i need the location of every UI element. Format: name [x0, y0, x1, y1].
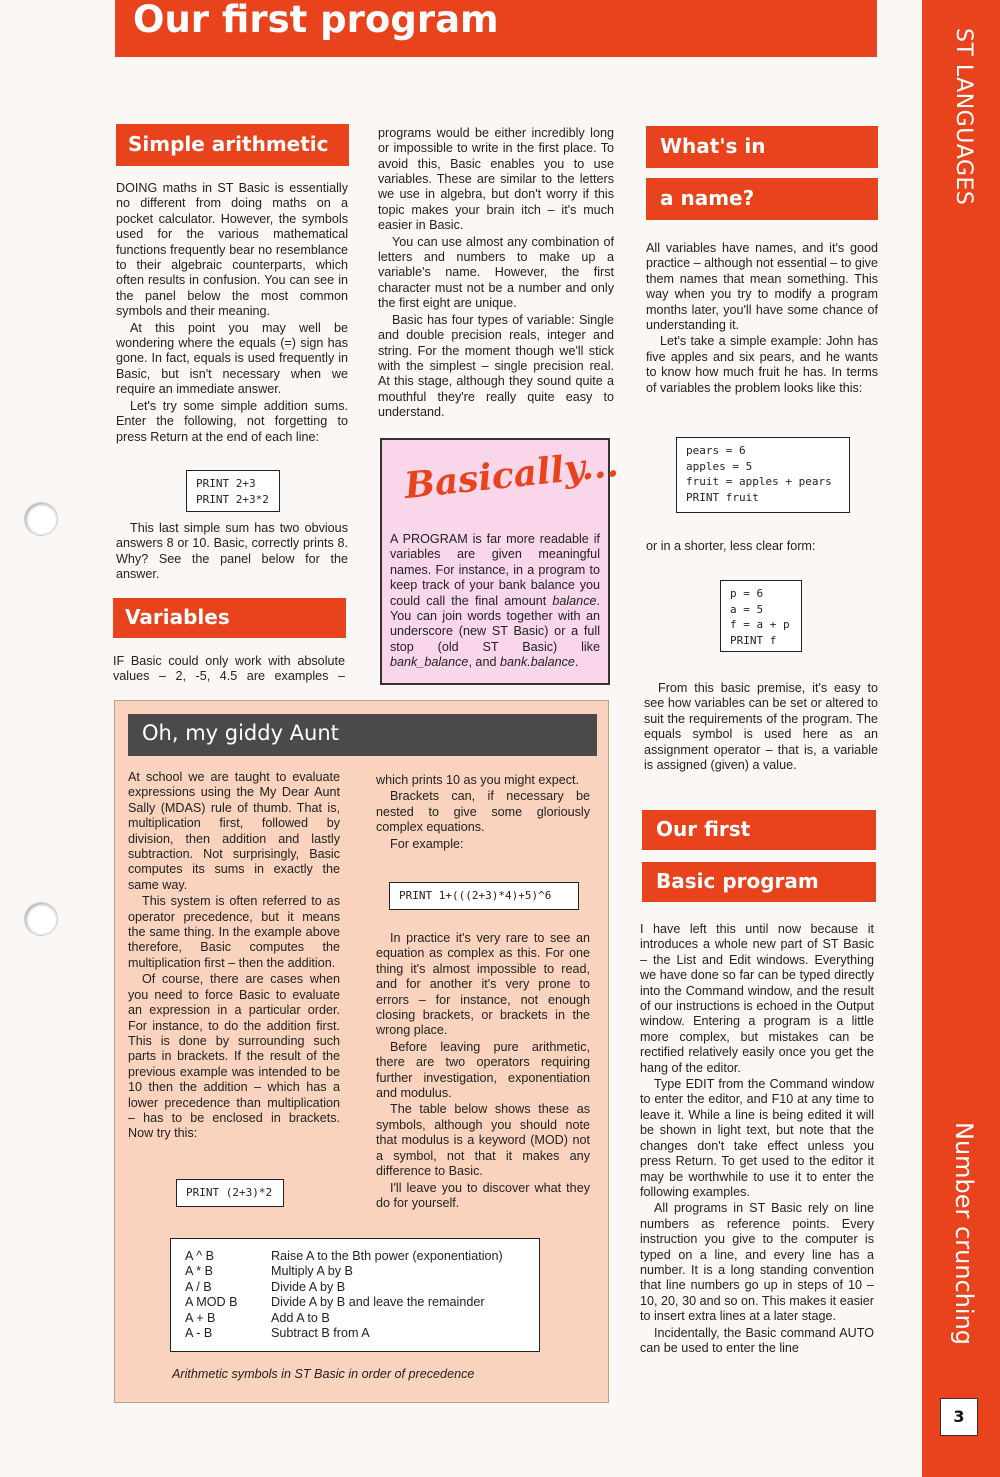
- symbol-cell: A + B: [185, 1310, 216, 1325]
- page-number: 3: [953, 1407, 965, 1426]
- symbol-cell: A - B: [185, 1326, 213, 1341]
- description-cell: Add A to B: [271, 1310, 330, 1325]
- variables-body-start: [113, 654, 345, 686]
- code-block-brackets: PRINT (2+3)*2: [176, 1179, 284, 1207]
- giddy-aunt-heading: Oh, my giddy Aunt: [142, 721, 339, 745]
- heading-text: a name?: [660, 186, 755, 210]
- sidebar-bottom-label: Number crunching: [950, 1122, 978, 1346]
- whats-in-a-name-short: [646, 539, 878, 555]
- table-row: [185, 1311, 503, 1326]
- description-cell: Divide A by B and leave the remainder: [271, 1295, 485, 1310]
- text-italic: balance: [552, 593, 597, 608]
- text: . You can join words together with an underscore (new ST Basic) or a full stop (old ST Basic) like: [390, 593, 600, 654]
- paragraph: Incidentally, the Basic command AUTO can be used to enter the line: [640, 1325, 874, 1355]
- code-block-nested: PRINT 1+(((2+3)*4)+5)^6: [389, 882, 579, 910]
- simple-arithmetic-body: [116, 181, 348, 446]
- basically-body: [390, 532, 600, 671]
- paragraph: I'll leave you to discover what they do for yourself.: [376, 1180, 590, 1210]
- heading-text: Simple arithmetic: [128, 132, 329, 156]
- giddy-aunt-left-col: [128, 770, 340, 1143]
- paragraph: DOING maths in ST Basic is essentially no different from doing maths on a pocket calculator. However, the symbols used for the various mathematical functions frequently bear no resemblance to their algebraic counterparts, which often results in confusion. You can see in the panel below the most common symbols and their meaning.: [116, 181, 348, 319]
- paragraph: programs would be either incredibly long or impossible to write in the first place. To avoid this, Basic enables you to use variables. These are similar to the letters we use in algebra, but don't worry if this topic makes your brain itch – it's much easier in Basic.: [378, 126, 614, 233]
- paragraph: Let's take a simple example: John has five apples and six pears, and he wants to know how much fruit he has. In terms of variables the problem looks like this:: [646, 334, 878, 395]
- page-title: Our first program: [133, 0, 499, 41]
- binder-hole-bottom: [24, 902, 58, 936]
- text: , and: [468, 655, 500, 670]
- symbol-cell: A * B: [185, 1264, 214, 1279]
- heading-variables: [113, 598, 346, 638]
- paragraph: From this basic premise, it's easy to see how variables can be set or altered to suit the requirements of the program. The equals symbol is used here as an assignment operator – that is, a variable is assigned (given) a value.: [644, 681, 878, 773]
- paragraph: I have left this until now because it introduces a whole new part of ST Basic – the List and Edit windows. Everything we have done so far can be typed directly into the Command window, and the result of our instructions is echoed in the Output window. Entering a program is a little more complex, but mistakes can be rectified relatively easily once you get the hang of the editor.: [640, 922, 874, 1075]
- symbol-cell: A / B: [185, 1279, 212, 1294]
- paragraph: In practice it's very rare to see an equation as complex as this. For one thing it's almost impossible to read, and for another it's very prone to errors – for instance, not enough closing brackets, or brackets in the wrong place.: [376, 931, 590, 1038]
- paragraph: At school we are taught to evaluate expressions using the My Dear Aunt Sally (MDAS) rule of thumb. That is, multiplication first, followed by division, then addition and lastly subtraction. Not surprisingly, Basic computes its sums in exactly the same way.: [128, 770, 340, 892]
- code-block-fruit-long: pears = 6 apples = 5 fruit = apples + pears PRINT fruit: [676, 437, 850, 513]
- heading-text: Variables: [125, 605, 230, 629]
- table-row: [185, 1295, 503, 1310]
- heading-our-first-2: [642, 862, 876, 902]
- table-row: [185, 1264, 503, 1279]
- table-row: [185, 1326, 503, 1341]
- paragraph: Brackets can, if necessary be nested to give some gloriously complex equations.: [376, 789, 590, 835]
- paragraph: For example:: [390, 836, 464, 851]
- description-cell: Divide A by B: [271, 1279, 346, 1294]
- whats-in-a-name-body: [646, 241, 878, 397]
- sidebar-top-label-text: ST LANGUAGES: [951, 28, 976, 206]
- binder-hole-top: [24, 502, 58, 536]
- heading-whats-in-a-name-2: [646, 178, 878, 220]
- description-cell: Multiply A by B: [271, 1264, 353, 1279]
- symbols-table-box: [170, 1238, 540, 1352]
- code-block-fruit-short: p = 6 a = 5 f = a + p PRINT f: [720, 580, 802, 652]
- paragraph: IF Basic could only work with absolute values – 2, -5, 4.5 are examples –: [113, 654, 345, 684]
- our-first-program-body: [640, 922, 874, 1408]
- paragraph: Basic has four types of variable: Single and double precision reals, integer and string. For the moment though we'll stick with the simplest – single precision real. At this stage, although they sound quite a mouthful they're really quite easy to understand.: [378, 312, 614, 420]
- description-cell: Subtract B from A: [271, 1326, 370, 1341]
- symbols-table: [185, 1249, 503, 1341]
- paragraph: which prints 10 as you might expect.: [376, 773, 580, 787]
- description-cell: Raise A to the Bth power (exponentiation): [271, 1249, 503, 1263]
- paragraph: This last simple sum has two obvious answers 8 or 10. Basic, correctly prints 8. Why? See the panel below for the answer.: [116, 521, 348, 582]
- whats-in-a-name-end: [644, 681, 878, 774]
- paragraph: Before leaving pure arithmetic, there are two operators requiring further investigation, exponentiation and modulus.: [376, 1039, 590, 1101]
- variables-body-cont: [378, 126, 614, 422]
- basically-panel: [380, 438, 621, 685]
- text: A PROGRAM is far more readable if variables are given meaningful names. For instance, in a program to keep track of your bank balance you could call the final amount: [390, 532, 600, 608]
- heading-simple-arithmetic: [116, 124, 349, 166]
- page-number-box: [940, 1398, 978, 1436]
- heading-text: Our first: [656, 817, 751, 841]
- heading-our-first-1: [642, 810, 876, 850]
- page-title-bar: [115, 0, 877, 57]
- paragraph: Of course, there are cases when you need to force Basic to evaluate an expression in a particular order. For instance, to do the addition first. This is done by surrounding such parts in brackets. If the result of the previous example was intended to be 10 then the addition – which has a lower precedence than multiplication – has to be enclosed in brackets. Now try this:: [128, 972, 340, 1141]
- giddy-aunt-right-col-bottom: [376, 931, 590, 1212]
- text-italic: bank_balance: [390, 655, 469, 670]
- table-row: [185, 1280, 503, 1295]
- paragraph: Let's try some simple addition sums. Enter the following, not forgetting to press Return at the end of each line:: [116, 398, 348, 444]
- text: .: [574, 655, 579, 670]
- paragraph: All programs in ST Basic rely on line numbers as reference points. Every instruction you give to the computer is typed on a line, and every line has a number. It is a long standing convention that line numbers go up in steps of 10 – 10, 20, 30 and so on. This makes it easier to insert extra lines at a later stage.: [640, 1201, 874, 1324]
- code-block-print-sums: PRINT 2+3 PRINT 2+3*2: [186, 470, 280, 512]
- paragraph: You can use almost any combination of letters and numbers to make up a variable's name. However, the first character must not be a number and only the first eight are unique.: [378, 234, 614, 311]
- text-italic: bank.balance: [499, 655, 575, 670]
- heading-whats-in-a-name-1: [646, 126, 878, 168]
- heading-text: What's in: [660, 134, 766, 158]
- paragraph: All variables have names, and it's good practice – although not essential – to give them names that mean something. This way when you try to modify a program months later, you'll have some chance of understanding it.: [646, 241, 878, 333]
- basically-title: Basically...: [402, 442, 621, 508]
- symbol-cell: A MOD B: [185, 1295, 238, 1310]
- table-row: [185, 1249, 503, 1264]
- paragraph: or in a shorter, less clear form:: [646, 539, 816, 553]
- symbols-table-caption: Arithmetic symbols in ST Basic in order of precedence: [172, 1367, 475, 1381]
- simple-arithmetic-answer: [116, 521, 348, 584]
- paragraph: Type EDIT from the Command window to enter the editor, and F10 at any time to leave it. While a line is being edited it will be shown in light text, but note that the changes don't take effect unless you press Return. To get used to the editor it may be worthwhile to use it to enter the following examples.: [640, 1077, 874, 1199]
- paragraph: The table below shows these as symbols, although you should note that modulus is a keyword (MOD) not a symbol, not that it makes any difference to Basic.: [376, 1102, 590, 1179]
- giddy-aunt-heading-bar: [128, 714, 597, 756]
- giddy-aunt-right-col-top: [376, 773, 590, 853]
- paragraph: At this point you may well be wondering where the equals (=) sign has gone. In fact, equals is used frequently in Basic, but isn't necessary when we require an immediate answer.: [116, 320, 348, 397]
- paragraph: This system is often referred to as operator precedence, but it means the same thing. In the example above therefore, Basic computes the multiplication first – then the addition.: [128, 894, 340, 970]
- symbol-cell: A ^ B: [185, 1249, 215, 1263]
- heading-text: Basic program: [656, 869, 819, 893]
